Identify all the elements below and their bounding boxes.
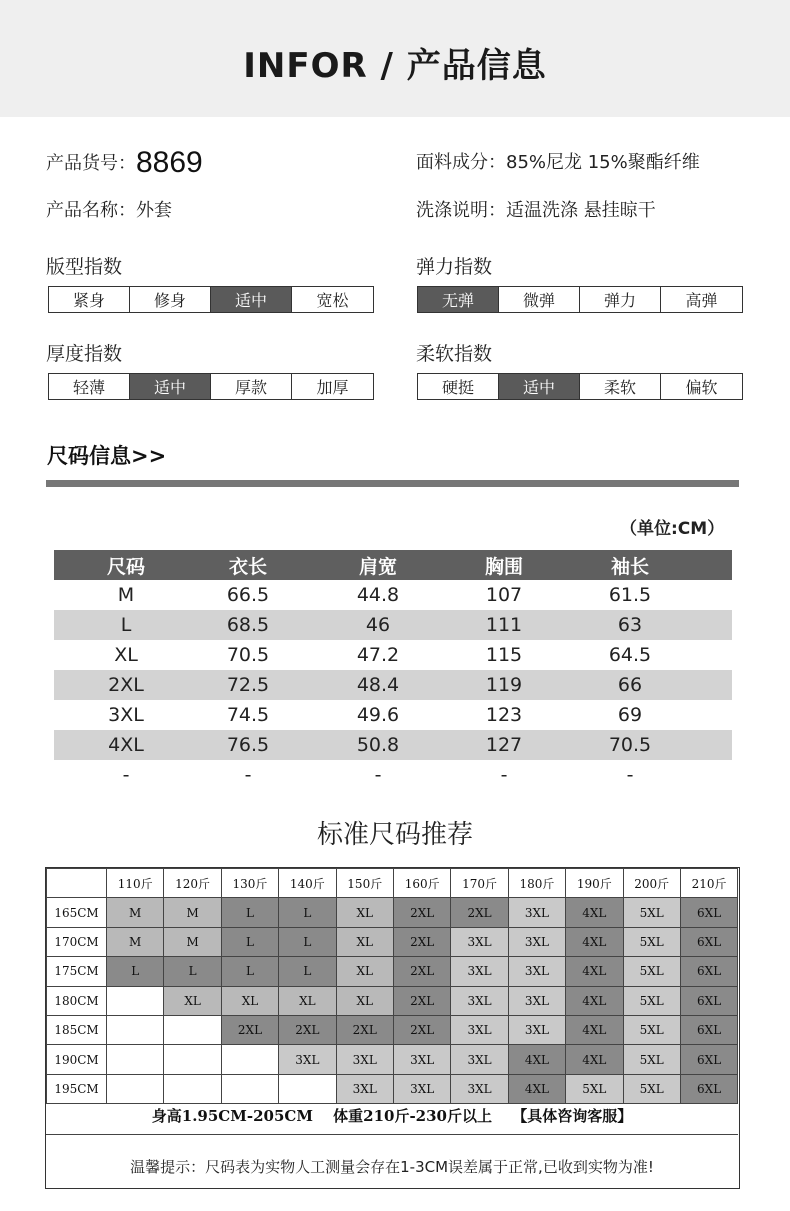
table-cell: 115 — [485, 644, 523, 666]
recommend-size-cell: L — [221, 957, 278, 986]
recommend-size-cell: L — [107, 957, 164, 986]
size-info-title: 尺码信息>> — [47, 444, 167, 468]
size-table — [54, 550, 732, 790]
index-option: 轻薄 — [49, 374, 130, 399]
softness-index-scale — [417, 373, 743, 400]
recommend-size-cell: 3XL — [393, 1074, 450, 1103]
table-row — [54, 580, 732, 610]
table-cell: 72.5 — [226, 674, 270, 696]
recommend-row — [47, 986, 738, 1015]
recommend-size-cell: 3XL — [279, 1045, 336, 1074]
recommend-size-cell: 3XL — [451, 1015, 508, 1044]
height-cell: 165CM — [47, 898, 107, 927]
weight-header-cell: 210斤 — [680, 869, 737, 898]
recommend-size-cell: XL — [336, 927, 393, 956]
recommend-row — [47, 927, 738, 956]
header-cell: 袖长 — [610, 555, 649, 578]
recommend-divider — [46, 1134, 738, 1135]
weight-header-cell: 180斤 — [508, 869, 565, 898]
recommend-size-cell: 6XL — [680, 986, 737, 1015]
recommend-size-cell: 4XL — [566, 1015, 623, 1044]
recommend-size-cell: 3XL — [336, 1045, 393, 1074]
recommend-size-cell: 6XL — [680, 898, 737, 927]
height-cell: 190CM — [47, 1045, 107, 1074]
index-option: 微弹 — [499, 287, 580, 312]
index-option: 加厚 — [292, 374, 373, 399]
table-cell: XL — [114, 644, 138, 666]
product-code — [46, 146, 203, 180]
recommend-size-cell: 2XL — [336, 1015, 393, 1044]
recommend-size-cell: 4XL — [566, 957, 623, 986]
recommend-size-cell: 5XL — [623, 927, 680, 956]
wash-value: 适温洗涤 悬挂晾干 — [506, 200, 656, 221]
recommend-size-cell: 2XL — [393, 986, 450, 1015]
recommend-size-cell: 2XL — [221, 1015, 278, 1044]
table-cell: 74.5 — [226, 704, 270, 726]
recommend-size-cell: 3XL — [451, 1074, 508, 1103]
index-option: 适中 — [211, 287, 292, 312]
softness-index-label: 柔软指数 — [416, 343, 493, 365]
recommend-row — [47, 957, 738, 986]
recommend-size-cell: XL — [336, 898, 393, 927]
index-option: 紧身 — [49, 287, 130, 312]
table-cell: 69 — [617, 704, 643, 726]
thickness-index-scale — [48, 373, 374, 400]
index-option: 修身 — [130, 287, 211, 312]
unit-label: （单位:CM） — [620, 519, 725, 539]
weight-header-cell: 160斤 — [393, 869, 450, 898]
height-cell: 175CM — [47, 957, 107, 986]
weight-header-cell: 150斤 — [336, 869, 393, 898]
header-cell: 肩宽 — [358, 555, 397, 578]
recommend-header-row — [47, 869, 738, 898]
recommend-size-cell: 2XL — [393, 898, 450, 927]
recommend-size-cell: 5XL — [623, 986, 680, 1015]
index-option: 偏软 — [661, 374, 742, 399]
recommend-size-cell: 3XL — [508, 957, 565, 986]
thickness-index-label: 厚度指数 — [46, 343, 123, 365]
weight-header-cell: 110斤 — [107, 869, 164, 898]
recommend-size-cell — [164, 1045, 221, 1074]
recommend-size-cell: 3XL — [336, 1074, 393, 1103]
table-cell: 50.8 — [356, 734, 400, 756]
recommend-size-cell: M — [164, 898, 221, 927]
fit-index-label: 版型指数 — [46, 256, 123, 278]
wash-info — [416, 196, 656, 222]
table-cell: 111 — [485, 614, 523, 636]
header-cell: 胸围 — [484, 555, 523, 578]
recommend-size-cell: XL — [221, 986, 278, 1015]
recommend-size-cell: 5XL — [623, 1015, 680, 1044]
recommend-size-cell: 4XL — [566, 1045, 623, 1074]
fit-index-scale — [48, 286, 374, 313]
table-cell: 63 — [617, 614, 643, 636]
recommend-size-cell — [107, 1074, 164, 1103]
index-option: 适中 — [130, 374, 211, 399]
table-cell: 70.5 — [226, 644, 270, 666]
recommend-size-cell: 2XL — [393, 957, 450, 986]
table-cell: L — [120, 614, 132, 636]
recommend-size-cell: 3XL — [508, 986, 565, 1015]
corner-cell — [47, 869, 107, 898]
height-cell: 195CM — [47, 1074, 107, 1103]
height-cell: 185CM — [47, 1015, 107, 1044]
recommend-size-cell: XL — [279, 986, 336, 1015]
recommend-size-cell — [107, 986, 164, 1015]
recommend-size-cell: 6XL — [680, 957, 737, 986]
recommend-size-cell: 5XL — [566, 1074, 623, 1103]
size-tip: 温馨提示：尺码表为实物人工测量会存在1-3CM误差属于正常,已收到实物为准! — [130, 1158, 654, 1176]
product-code-value: 8869 — [136, 146, 203, 179]
recommend-size-cell: 3XL — [451, 957, 508, 986]
table-cell: 119 — [485, 674, 523, 696]
table-cell: 70.5 — [608, 734, 652, 756]
weight-header-cell: 200斤 — [623, 869, 680, 898]
table-cell: - — [374, 764, 382, 786]
table-row — [54, 730, 732, 760]
recommend-size-cell: XL — [164, 986, 221, 1015]
recommend-size-cell: 4XL — [508, 1074, 565, 1103]
recommend-size-cell: 3XL — [508, 898, 565, 927]
table-cell: 46 — [365, 614, 391, 636]
weight-header-cell: 130斤 — [221, 869, 278, 898]
recommend-size-cell: L — [221, 927, 278, 956]
table-cell: - — [500, 764, 508, 786]
product-name-label: 产品名称： — [46, 200, 136, 221]
recommend-size-cell: 6XL — [680, 1015, 737, 1044]
height-cell: 170CM — [47, 927, 107, 956]
recommend-size-cell: 3XL — [451, 986, 508, 1015]
table-row — [54, 700, 732, 730]
table-cell: 66.5 — [226, 584, 270, 606]
recommend-size-cell: 2XL — [393, 1015, 450, 1044]
recommend-note: 身高1.95CM-205CM 体重210斤-230斤以上 【具体咨询客服】 — [151, 1107, 633, 1125]
recommend-row — [47, 1015, 738, 1044]
height-cell: 180CM — [47, 986, 107, 1015]
recommend-size-cell: L — [279, 927, 336, 956]
weight-header-cell: 140斤 — [279, 869, 336, 898]
size-table-header — [54, 550, 732, 580]
table-cell: 4XL — [108, 734, 144, 756]
section-divider — [46, 480, 739, 487]
table-row — [54, 640, 732, 670]
recommend-size-cell: 5XL — [623, 1045, 680, 1074]
table-cell: - — [122, 764, 130, 786]
index-option: 无弹 — [418, 287, 499, 312]
recommend-size-cell: XL — [336, 957, 393, 986]
weight-header-cell: 190斤 — [566, 869, 623, 898]
recommend-size-cell: 3XL — [508, 1015, 565, 1044]
table-cell: 107 — [485, 584, 523, 606]
table-cell: - — [244, 764, 252, 786]
table-cell: 68.5 — [226, 614, 270, 636]
recommend-size-cell: 5XL — [623, 957, 680, 986]
table-cell: 3XL — [108, 704, 144, 726]
recommend-table — [46, 868, 738, 1104]
recommend-size-cell — [279, 1074, 336, 1103]
table-row — [54, 760, 732, 790]
recommend-size-cell — [164, 1074, 221, 1103]
recommend-title: 标准尺码推荐 — [316, 820, 473, 850]
recommend-size-cell: 3XL — [451, 927, 508, 956]
recommend-size-cell: 3XL — [508, 927, 565, 956]
table-cell: 76.5 — [226, 734, 270, 756]
recommend-size-cell: L — [221, 898, 278, 927]
table-cell: 44.8 — [356, 584, 400, 606]
table-row — [54, 670, 732, 700]
page-title: INFOR / 产品信息 — [243, 46, 547, 86]
recommend-size-cell: 2XL — [451, 898, 508, 927]
recommend-size-cell: 6XL — [680, 1074, 737, 1103]
fabric-info — [416, 148, 700, 174]
table-cell: 123 — [485, 704, 523, 726]
table-cell: 2XL — [108, 674, 144, 696]
recommend-size-cell — [221, 1045, 278, 1074]
recommend-size-cell: 2XL — [393, 927, 450, 956]
recommend-size-cell: 4XL — [566, 898, 623, 927]
index-option: 宽松 — [292, 287, 373, 312]
product-name — [46, 196, 172, 222]
recommend-size-cell: M — [107, 898, 164, 927]
header-cell: 尺码 — [106, 555, 145, 578]
product-name-value: 外套 — [136, 200, 172, 221]
weight-header-cell: 120斤 — [164, 869, 221, 898]
recommend-size-cell — [107, 1045, 164, 1074]
header-cell: 衣长 — [228, 555, 267, 578]
recommend-size-cell: XL — [336, 986, 393, 1015]
table-cell: 66 — [617, 674, 643, 696]
recommend-size-cell: 3XL — [393, 1045, 450, 1074]
index-option: 高弹 — [661, 287, 742, 312]
index-option: 适中 — [499, 374, 580, 399]
fabric-value: 85%尼龙 15%聚酯纤维 — [506, 152, 700, 173]
index-option: 厚款 — [211, 374, 292, 399]
table-cell: 64.5 — [608, 644, 652, 666]
recommend-size-cell: 2XL — [279, 1015, 336, 1044]
recommend-size-cell: 6XL — [680, 1045, 737, 1074]
table-row — [54, 610, 732, 640]
recommend-size-cell: L — [279, 898, 336, 927]
table-cell: 48.4 — [356, 674, 400, 696]
recommend-size-cell: 6XL — [680, 927, 737, 956]
fabric-label: 面料成分： — [416, 152, 506, 173]
recommend-size-cell: 3XL — [451, 1045, 508, 1074]
table-cell: - — [626, 764, 634, 786]
index-option: 弹力 — [580, 287, 661, 312]
recommend-row — [47, 1074, 738, 1103]
recommend-size-cell: 4XL — [566, 986, 623, 1015]
elastic-index-scale — [417, 286, 743, 313]
table-cell: 127 — [485, 734, 523, 756]
recommend-size-cell: 5XL — [623, 898, 680, 927]
recommend-size-cell: 5XL — [623, 1074, 680, 1103]
table-cell: 49.6 — [356, 704, 400, 726]
table-cell: 47.2 — [356, 644, 400, 666]
recommend-row — [47, 1045, 738, 1074]
wash-label: 洗涤说明： — [416, 200, 506, 221]
recommend-size-cell — [107, 1015, 164, 1044]
recommend-row — [47, 898, 738, 927]
recommend-size-cell: L — [279, 957, 336, 986]
table-cell: M — [117, 584, 135, 606]
recommend-size-cell: M — [107, 927, 164, 956]
recommend-size-cell: L — [164, 957, 221, 986]
recommend-size-cell: 4XL — [566, 927, 623, 956]
elastic-index-label: 弹力指数 — [416, 256, 493, 278]
recommend-size-cell: 4XL — [508, 1045, 565, 1074]
index-option: 硬挺 — [418, 374, 499, 399]
table-cell: 61.5 — [608, 584, 652, 606]
recommend-chart — [45, 867, 740, 1189]
weight-header-cell: 170斤 — [451, 869, 508, 898]
index-option: 柔软 — [580, 374, 661, 399]
recommend-size-cell — [164, 1015, 221, 1044]
recommend-size-cell: M — [164, 927, 221, 956]
recommend-size-cell — [221, 1074, 278, 1103]
product-code-label: 产品货号： — [46, 153, 136, 174]
